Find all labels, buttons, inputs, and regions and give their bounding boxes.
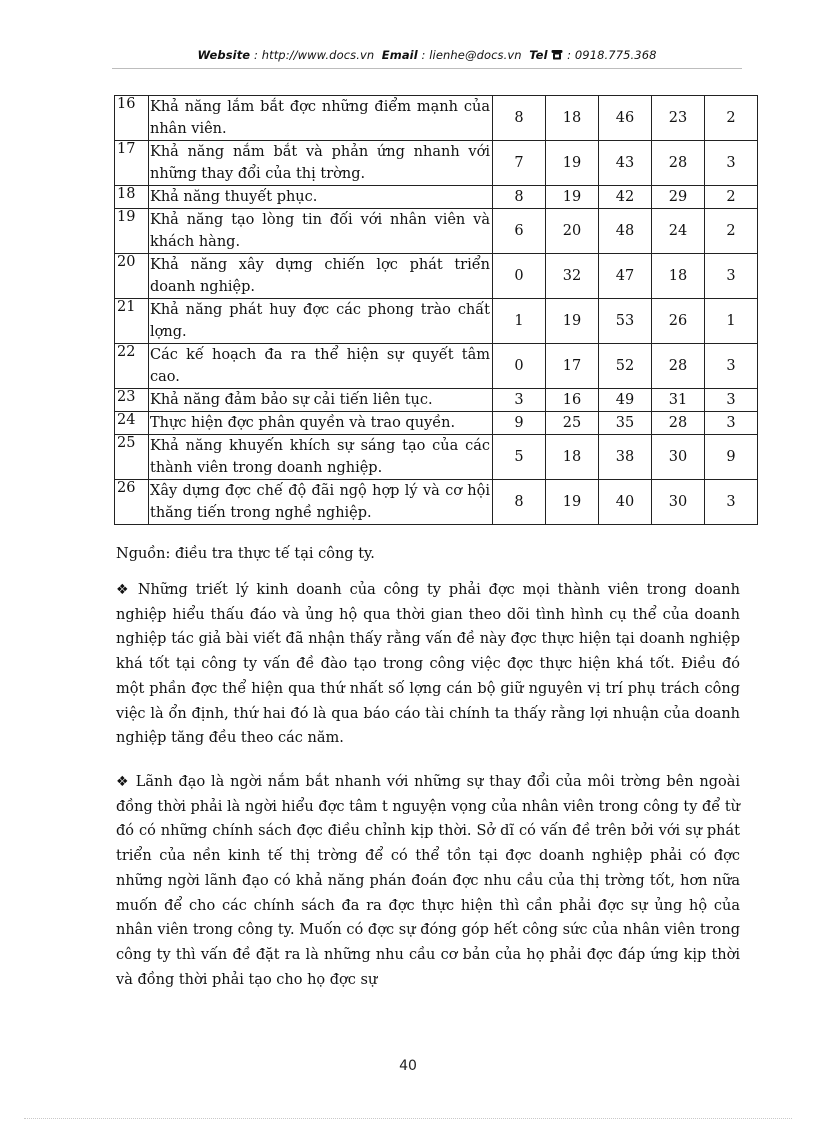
row-number: 16	[115, 96, 149, 141]
website-value: : http://www.docs.vn	[253, 48, 375, 62]
value-cell: 32	[546, 254, 599, 299]
value-cell: 9	[705, 435, 758, 480]
row-number: 18	[115, 186, 149, 209]
row-number: 25	[115, 435, 149, 480]
value-cell: 0	[493, 344, 546, 389]
email-value: : lienhe@docs.vn	[421, 48, 522, 62]
value-cell: 1	[493, 299, 546, 344]
value-cell: 3	[705, 254, 758, 299]
tel-value: : 0918.775.368	[567, 48, 657, 62]
criterion-cell: Khả năng tạo lòng tin đối với nhân viên và khách hàng.	[149, 209, 493, 254]
value-cell: 19	[546, 480, 599, 525]
value-cell: 28	[652, 141, 705, 186]
value-cell: 17	[546, 344, 599, 389]
value-cell: 46	[599, 96, 652, 141]
telephone-icon	[551, 48, 567, 62]
criterion-cell: Khả năng phát huy đợc các phong trào chất lợng.	[149, 299, 493, 344]
row-number: 26	[115, 480, 149, 525]
value-cell: 0	[493, 254, 546, 299]
value-cell: 47	[599, 254, 652, 299]
value-cell: 19	[546, 186, 599, 209]
table-row	[115, 480, 758, 525]
bullet-diamond-icon: ❖	[116, 774, 130, 790]
value-cell: 26	[652, 299, 705, 344]
page-header	[112, 48, 742, 62]
criterion-cell: Khả năng thuyết phục.	[149, 186, 493, 209]
value-cell: 24	[652, 209, 705, 254]
value-cell: 28	[652, 412, 705, 435]
table-row	[115, 412, 758, 435]
source-note: Nguồn: điều tra thực tế tại công ty.	[116, 546, 375, 562]
value-cell: 42	[599, 186, 652, 209]
row-number: 24	[115, 412, 149, 435]
value-cell: 23	[652, 96, 705, 141]
paragraph-leadership	[116, 770, 740, 992]
criterion-cell: Khả năng khuyến khích sự sáng tạo của các thành viên trong doanh nghiệp.	[149, 435, 493, 480]
value-cell: 28	[652, 344, 705, 389]
value-cell: 53	[599, 299, 652, 344]
value-cell: 30	[652, 435, 705, 480]
criterion-cell: Thực hiện đợc phân quyền và trao quyền.	[149, 412, 493, 435]
value-cell: 5	[493, 435, 546, 480]
value-cell: 35	[599, 412, 652, 435]
bullet-diamond-icon: ❖	[116, 582, 132, 598]
table-row	[115, 435, 758, 480]
value-cell: 31	[652, 389, 705, 412]
value-cell: 2	[705, 186, 758, 209]
criterion-cell: Khả năng đảm bảo sự cải tiến liên tục.	[149, 389, 493, 412]
paragraph-philosophy	[116, 578, 740, 751]
criterion-cell: Khả năng lắm bắt đợc những điểm mạnh của nhân viên.	[149, 96, 493, 141]
value-cell: 2	[705, 209, 758, 254]
value-cell: 20	[546, 209, 599, 254]
row-number: 17	[115, 141, 149, 186]
value-cell: 2	[705, 96, 758, 141]
value-cell: 8	[493, 186, 546, 209]
email-label: Email	[381, 48, 418, 62]
value-cell: 52	[599, 344, 652, 389]
value-cell: 38	[599, 435, 652, 480]
footer-divider	[24, 1118, 792, 1119]
criterion-cell: Khả năng nắm bắt và phản ứng nhanh với những thay đổi của thị trờng.	[149, 141, 493, 186]
survey-table	[114, 95, 758, 525]
page-number: 40	[399, 1058, 417, 1074]
value-cell: 19	[546, 299, 599, 344]
paragraph-text: Những triết lý kinh doanh của công ty phải đợc mọi thành viên trong doanh nghiệp hiểu thấu đáo và ủng hộ qua thời gian theo dõi tình hình cụ thể của doanh nghiệp tác giả bài viết đã nhận thấy rằng vấn đề này đợc thực hiện tại doanh nghiệp khá tốt tại công ty vấn đề đào tạo trong công việc đợc thực hiện khá tốt. Điều đó một phần đợc thể hiện qua thứ nhất số lợng cán bộ giữ nguyên vị trí phụ trách công việc là ổn định, thứ hai đó là qua báo cáo tài chính ta thấy rằng lợi nhuận của doanh nghiệp tăng đều theo các năm.	[116, 582, 740, 747]
value-cell: 29	[652, 186, 705, 209]
table-row	[115, 344, 758, 389]
row-number: 23	[115, 389, 149, 412]
value-cell: 48	[599, 209, 652, 254]
value-cell: 40	[599, 480, 652, 525]
value-cell: 3	[705, 141, 758, 186]
row-number: 20	[115, 254, 149, 299]
table-row	[115, 141, 758, 186]
value-cell: 9	[493, 412, 546, 435]
paragraph-text: Lãnh đạo là ngời nắm bắt nhanh với những sự thay đổi của môi trờng bên ngoài đồng thời phải là ngời hiểu đợc tâm t nguyện vọng của nhân viên trong công ty để từ đó có những chính sách đợc điều chỉnh kịp thời. Sở dĩ có vấn đề trên bởi với sự phát triển của nền kinh tế thị trờng để có thể tồn tại đợc doanh nghiệp phải có đợc những ngời lãnh đạo có khả năng phán đoán đợc nhu cầu của thị trờng tốt, hơn nữa muốn để cho các chính sách đa ra đợc thực hiện thì cần phải đợc sự ủng hộ của nhân viên trong công ty. Muốn có đợc sự đóng góp hết công sức của nhân viên trong công ty thì vấn đề đặt ra là những nhu cầu cơ bản của họ phải đợc đáp ứng kịp thời và đồng thời phải tạo cho họ đợc sự	[116, 774, 740, 988]
criterion-cell: Các kế hoạch đa ra thể hiện sự quyết tâm cao.	[149, 344, 493, 389]
value-cell: 18	[546, 435, 599, 480]
criterion-cell: Khả năng xây dựng chiến lợc phát triển doanh nghiệp.	[149, 254, 493, 299]
table-row	[115, 209, 758, 254]
value-cell: 6	[493, 209, 546, 254]
value-cell: 43	[599, 141, 652, 186]
value-cell: 49	[599, 389, 652, 412]
value-cell: 8	[493, 96, 546, 141]
header-divider	[112, 68, 742, 69]
table-row	[115, 186, 758, 209]
value-cell: 3	[705, 389, 758, 412]
value-cell: 3	[705, 480, 758, 525]
table-row	[115, 96, 758, 141]
row-number: 22	[115, 344, 149, 389]
value-cell: 7	[493, 141, 546, 186]
table-row	[115, 299, 758, 344]
criterion-cell: Xây dựng đợc chế độ đãi ngộ hợp lý và cơ hội thăng tiến trong nghề nghiệp.	[149, 480, 493, 525]
value-cell: 3	[705, 412, 758, 435]
value-cell: 16	[546, 389, 599, 412]
value-cell: 3	[705, 344, 758, 389]
table-row	[115, 254, 758, 299]
value-cell: 18	[546, 96, 599, 141]
table-row	[115, 389, 758, 412]
value-cell: 18	[652, 254, 705, 299]
row-number: 21	[115, 299, 149, 344]
value-cell: 30	[652, 480, 705, 525]
tel-label: Tel	[529, 48, 548, 62]
value-cell: 1	[705, 299, 758, 344]
website-label: Website	[197, 48, 251, 62]
row-number: 19	[115, 209, 149, 254]
value-cell: 8	[493, 480, 546, 525]
value-cell: 19	[546, 141, 599, 186]
value-cell: 3	[493, 389, 546, 412]
value-cell: 25	[546, 412, 599, 435]
